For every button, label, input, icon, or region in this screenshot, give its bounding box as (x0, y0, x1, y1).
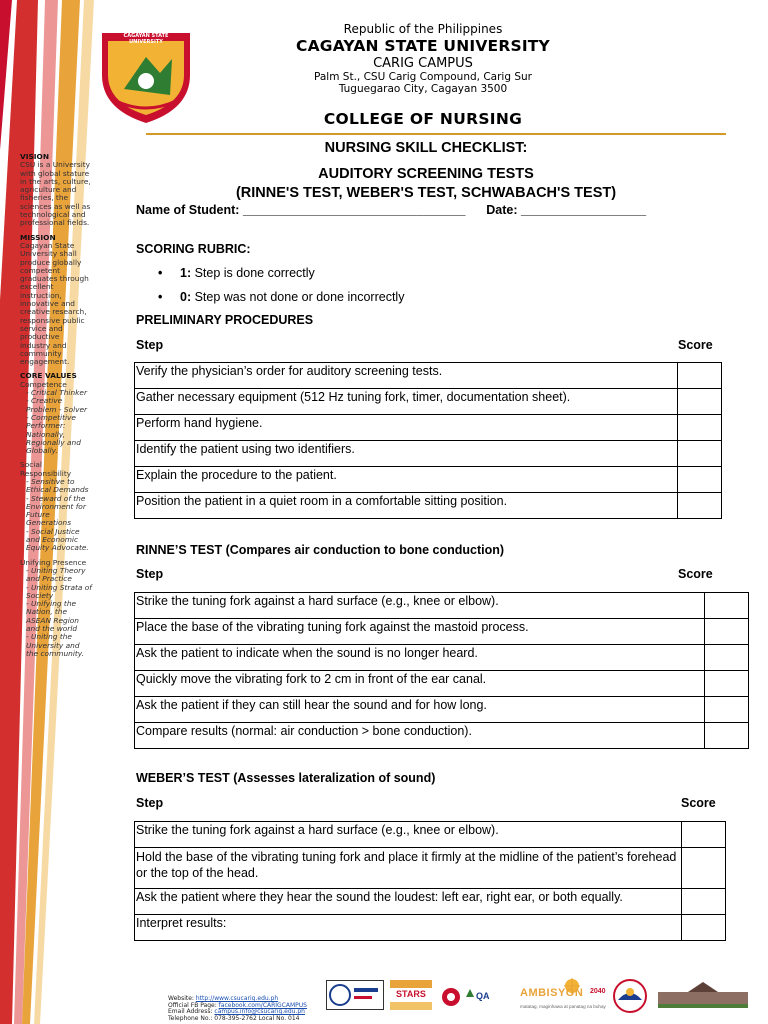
score-cell[interactable] (682, 915, 726, 941)
step-cell: Compare results (normal: air conduction > bone conduction). (135, 723, 705, 749)
qa-text: QA (476, 991, 490, 1001)
preliminary-checklist-table (134, 362, 722, 519)
telephone-text: Telephone No.: 078-395-2762 Local No. 014 (168, 1015, 300, 1023)
table-row (135, 441, 722, 467)
step-cell: Interpret results: (135, 915, 682, 941)
competence-label: Competence (20, 379, 67, 389)
bagong-pilipinas-logo (612, 978, 648, 1014)
step-cell: Place the base of the vibrating tuning fork against the mastoid process. (135, 619, 705, 645)
score-cell[interactable] (682, 822, 726, 848)
table-row (135, 593, 749, 619)
step-cell: Hold the base of the vibrating tuning fork and place it firmly at the midline of the patient’s forehead or the top of the head. (135, 848, 682, 889)
table-row (135, 723, 749, 749)
step-cell: Position the patient in a quiet room in a comfortable sitting position. (135, 493, 678, 519)
checklist-title: NURSING SKILL CHECKLIST: (324, 140, 528, 156)
university-logo (98, 29, 194, 125)
step-cell: Quickly move the vibrating fork to 2 cm in front of the ear canal. (135, 671, 705, 697)
vision-text: CSU is a University with global stature in the arts, culture, agriculture and fisheries, the sciences as well as technological and professional fields. (20, 160, 91, 228)
score-cell[interactable] (678, 493, 722, 519)
score-cell[interactable] (682, 848, 726, 889)
letterhead (270, 20, 576, 128)
table-row (135, 848, 726, 889)
step-cell: Perform hand hygiene. (135, 415, 678, 441)
step-column-label: Step (136, 796, 164, 810)
unifying-item: - Uniting the University and the community. (26, 632, 84, 658)
address-line-1: Palm St., CSU Carig Compound, Carig Sur (314, 71, 532, 83)
score-cell[interactable] (705, 645, 749, 671)
table-row (135, 697, 749, 723)
table-row (135, 415, 722, 441)
unifying-label: Unifying Presence (20, 557, 87, 567)
address-line-2: Tuguegarao City, Cagayan 3500 (338, 83, 508, 95)
table-row (135, 363, 722, 389)
sidebar-vision-mission (20, 153, 92, 664)
ambisyon-tagline: matatag, maginhawa at panatag na buhay (520, 1004, 606, 1009)
rubric-text: Step is done correctly (191, 266, 315, 280)
header-divider (146, 133, 726, 135)
table-row (135, 493, 722, 519)
table-row (135, 389, 722, 415)
table-row (135, 467, 722, 493)
rubric-score: 0: (180, 290, 192, 304)
social-item: - Social Justice and Economic Equity Advocate. (26, 526, 89, 553)
competence-item: - Critical Thinker (26, 388, 88, 398)
score-cell[interactable] (678, 467, 722, 493)
step-column-label: Step (136, 338, 164, 352)
step-cell: Strike the tuning fork against a hard surface (e.g., knee or elbow). (135, 593, 705, 619)
email-link[interactable]: campus.info@csucarig.edu.ph (214, 1008, 305, 1016)
score-column-label: Score (681, 796, 716, 810)
email-label: Email Address: (168, 1008, 215, 1016)
score-cell[interactable] (682, 889, 726, 915)
footer-contact (168, 996, 307, 1023)
step-cell: Identify the patient using two identifiers. (135, 441, 678, 467)
website-label: Website: (168, 995, 196, 1002)
step-cell: Ask the patient where they hear the sound the loudest: left ear, right ear, or both equally. (135, 889, 682, 915)
ambisyon-logo (520, 974, 610, 1014)
section-title-rinne: RINNE’S TEST (Compares air conduction to bone conduction) (136, 543, 505, 557)
rubric-title: SCORING RUBRIC: (136, 242, 251, 256)
ambisyon-text: AMBISYON (520, 987, 584, 999)
unifying-item: - Uniting Strata of Society (26, 582, 92, 600)
weber-checklist-table (134, 821, 726, 941)
qa-logo (440, 986, 492, 1008)
rubric-item: • 1: Step is done correctly (158, 266, 315, 280)
rubric-item: • 0: Step was not done or done incorrectly (158, 290, 405, 304)
rubric-text: Step was not done or done incorrectly (191, 290, 405, 304)
score-cell[interactable] (705, 593, 749, 619)
score-cell[interactable] (705, 671, 749, 697)
section-title-preliminary: PRELIMINARY PROCEDURES (136, 313, 314, 327)
table-row (135, 889, 726, 915)
student-name-date-line: Name of Student: ________________________________ Date: __________________ (136, 203, 647, 217)
checklist-tests: (RINNE'S TEST, WEBER'S TEST, SCHWABACH'S TEST) (235, 185, 617, 201)
website-link[interactable]: http://www.csucarig.edu.ph (195, 995, 279, 1002)
fb-link[interactable]: facebook.com/CARIGCAMPUS (218, 1001, 307, 1009)
section-title-weber: WEBER’S TEST (Assesses lateralization of sound) (136, 771, 436, 785)
checklist-subtitle: AUDITORY SCREENING TESTS (318, 166, 534, 182)
step-cell: Verify the physician’s order for auditory screening tests. (135, 363, 678, 389)
core-values-title: CORE VALUES (20, 371, 77, 381)
competence-item: - Creative Problem - Solver (26, 396, 88, 414)
competence-item: - Competitive Performer: Nationally, Regionally and Globally. (26, 412, 81, 456)
social-item: - Sensitive to Ethical Demands (26, 476, 89, 495)
social-item: - Steward of the Environment for Future Generations (26, 493, 86, 528)
logo-caption: CAGAYAN STATE UNIVERSITY (123, 33, 169, 45)
score-column-label: Score (678, 567, 713, 581)
step-cell: Strike the tuning fork against a hard surface (e.g., knee or elbow). (135, 822, 682, 848)
step-cell: Ask the patient if they can still hear the sound and for how long. (135, 697, 705, 723)
stars-text: STARS (396, 989, 426, 999)
rubric-score: 1: (180, 266, 192, 280)
social-label: Social Responsibility (20, 460, 72, 478)
unifying-item: - Uniting Theory and Practice (26, 565, 86, 584)
vision-title: VISION (20, 152, 50, 161)
score-cell[interactable] (705, 619, 749, 645)
university-name: CAGAYAN STATE UNIVERSITY (296, 37, 550, 55)
iso-cert-logo (326, 980, 384, 1010)
score-column-label: Score (678, 338, 713, 352)
stars-logo (390, 980, 432, 1010)
score-cell[interactable] (705, 723, 749, 749)
mission-text: Cagayan State University shall produce globally competent graduates through excellent instruction, innovative and creative research, responsive public service and productive industry and community engagement. (20, 240, 89, 367)
score-cell[interactable] (678, 389, 722, 415)
table-row (135, 915, 726, 941)
step-column-label: Step (136, 567, 164, 581)
table-row (135, 671, 749, 697)
rinne-checklist-table (134, 592, 749, 749)
fb-label: Official FB Page: (168, 1001, 219, 1009)
table-row (135, 822, 726, 848)
unifying-item: - Unifying the Nation, the ASEAN Region and the world (26, 599, 79, 634)
step-cell: Explain the procedure to the patient. (135, 467, 678, 493)
step-cell: Ask the patient to indicate when the sound is no longer heard. (135, 645, 705, 671)
republic-label: Republic of the Philippines (343, 22, 503, 36)
college-name: COLLEGE OF NURSING (323, 110, 523, 128)
score-cell[interactable] (678, 415, 722, 441)
ambisyon-year: 2040 (590, 988, 606, 995)
table-row (135, 619, 749, 645)
score-cell[interactable] (705, 697, 749, 723)
score-cell[interactable] (678, 363, 722, 389)
mission-title: MISSION (20, 232, 56, 242)
campus-name: CARIG CAMPUS (373, 56, 473, 71)
step-cell: Gather necessary equipment (512 Hz tuning fork, timer, documentation sheet). (135, 389, 678, 415)
score-cell[interactable] (678, 441, 722, 467)
table-row (135, 645, 749, 671)
campus-building-image (658, 980, 748, 1008)
